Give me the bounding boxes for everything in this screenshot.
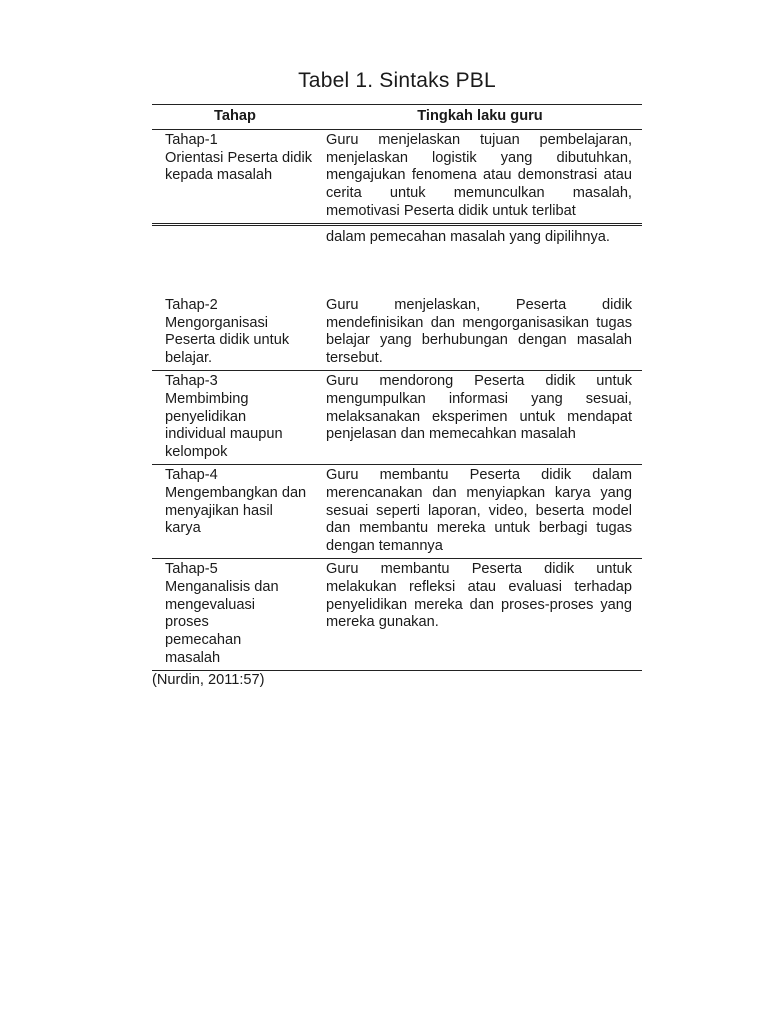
tahap-number: Tahap-3 bbox=[165, 372, 218, 389]
table-row bbox=[152, 558, 642, 670]
tingkah-laku-cell: Guru menjelaskan, Peserta didik mendefinisikan dan mengorganisasikan tugas belajar yang berhubungan dengan masalah tersebut. bbox=[326, 296, 632, 367]
tahap-name: Membimbing penyelidikan individual maupun kelompok bbox=[165, 390, 283, 461]
tahap-name: Mengorganisasi Peserta didik untuk belajar. bbox=[165, 314, 290, 367]
table-row bbox=[152, 295, 642, 371]
table-row-continuation bbox=[152, 224, 642, 295]
table-row bbox=[152, 129, 642, 224]
tingkah-laku-cell: Guru menjelaskan tujuan pembelajaran, menjelaskan logistik yang dibutuhkan, mengajukan fenomena atau demonstrasi atau cerita untuk memunculkan masalah, memotivasi Peserta didik untuk terlibat bbox=[318, 129, 642, 224]
tahap-number: Tahap-4 bbox=[165, 466, 218, 483]
table-header-row bbox=[152, 105, 642, 130]
tingkah-laku-cell: dalam pemecahan masalah yang dipilihnya. bbox=[318, 224, 642, 295]
table-source-citation: (Nurdin, 2011:57) bbox=[152, 671, 265, 688]
tingkah-laku-cell: Guru membantu Peserta didik dalam merencanakan dan menyiapkan karya yang sesuai seperti laporan, video, beserta model dan membantu mereka untuk berbagi tugas dengan temannya bbox=[318, 464, 642, 558]
header-tingkah-laku-guru: Tingkah laku guru bbox=[318, 105, 642, 130]
tahap-cell bbox=[152, 370, 318, 464]
tahap-cell bbox=[152, 464, 318, 558]
tahap-name: Menganalisis dan mengevaluasi proses pemecahan masalah bbox=[165, 578, 279, 666]
tahap-number: Tahap-1 bbox=[165, 131, 218, 148]
header-tahap: Tahap bbox=[152, 105, 318, 130]
tahap-number: Tahap-2 bbox=[165, 296, 218, 313]
document-page bbox=[152, 66, 642, 688]
tahap-number: Tahap-5 bbox=[165, 560, 218, 577]
table-row bbox=[152, 464, 642, 558]
tahap-name: Mengembangkan dan menyajikan hasil karya bbox=[165, 484, 307, 537]
tahap-cell bbox=[152, 129, 318, 224]
tingkah-laku-cell: Guru membantu Peserta didik untuk melakukan refleksi atau evaluasi terhadap penyelidikan mereka dan proses-proses yang mereka gunakan. bbox=[318, 558, 642, 670]
tahap-cell bbox=[152, 558, 318, 670]
tingkah-laku-cell: Guru mendorong Peserta didik untuk mengumpulkan informasi yang sesuai, melaksanakan eksperimen untuk mendapat penjelasan dan memecahkan masalah bbox=[318, 370, 642, 464]
table-caption: Tabel 1. Sintaks PBL bbox=[298, 69, 496, 92]
tahap-name: Orientasi Peserta didik kepada masalah bbox=[165, 149, 312, 184]
table-row bbox=[152, 370, 642, 464]
tahap-cell bbox=[152, 295, 318, 371]
pbl-syntax-table bbox=[152, 104, 642, 671]
tahap-cell-empty bbox=[152, 224, 318, 295]
